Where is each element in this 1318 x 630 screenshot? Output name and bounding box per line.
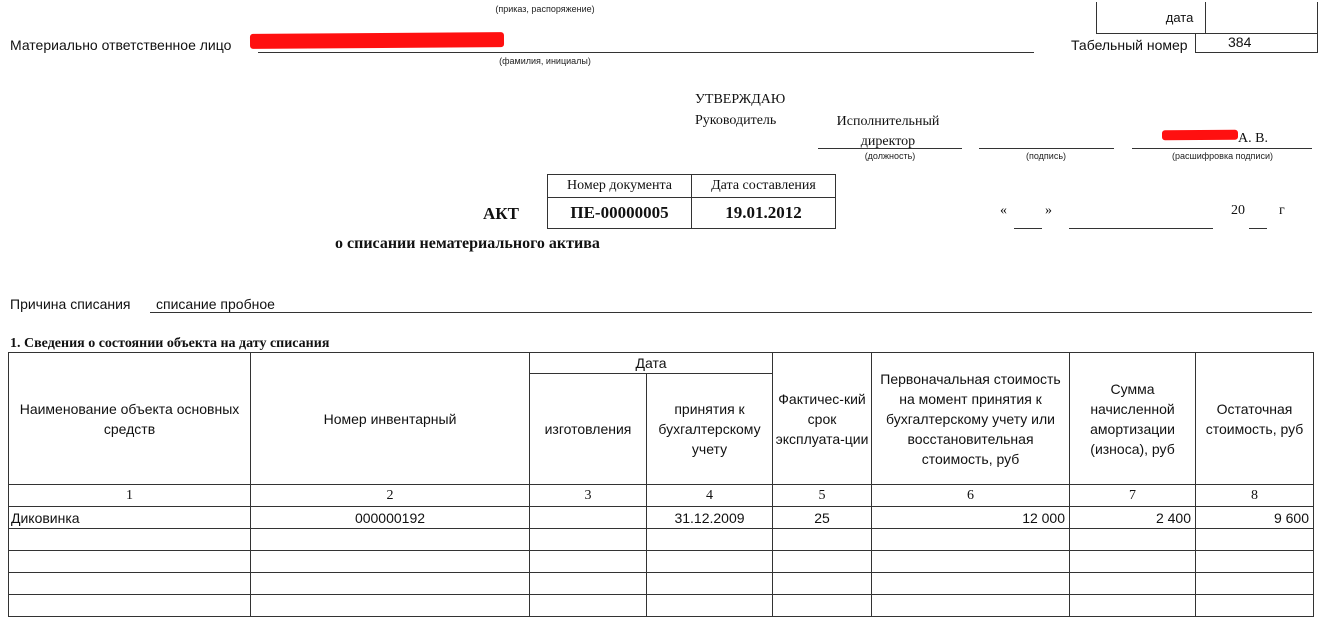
signature-line [979, 148, 1114, 149]
act-title: АКТ [483, 204, 519, 223]
date-box [1096, 2, 1318, 34]
header-residual: Остаточная стоимость, руб [1196, 353, 1314, 485]
header-depreciation: Сумма начисленной амортизации (износа), руб [1070, 353, 1196, 485]
caption-signature: (подпись) [1025, 151, 1067, 161]
cell-residual: 9 600 [1196, 507, 1314, 529]
caption-name: (фамилия, инициалы) [499, 56, 591, 66]
col-number: 7 [1070, 485, 1196, 507]
table-row-empty [9, 573, 1314, 595]
document-box [547, 174, 836, 229]
reason-line [150, 312, 1312, 313]
caption-decoding: (расшифровка подписи) [1172, 151, 1273, 161]
date-year-suffix: г [1279, 203, 1285, 218]
table-row [9, 507, 1314, 529]
caption-position: (должность) [864, 151, 916, 161]
date-year-prefix: 20 [1231, 203, 1245, 218]
header-actual-term: Фактичес-кий срок эксплуата-ции [773, 353, 872, 485]
header-inventory: Номер инвентарный [251, 353, 530, 485]
reason-value: списание пробное [156, 296, 275, 312]
position-line-1: Исполнительный [836, 114, 940, 129]
cell-manufacture [530, 507, 647, 529]
col-number: 3 [530, 485, 647, 507]
col-number: 1 [9, 485, 251, 507]
approve-position [818, 112, 958, 152]
date-month-line [1069, 228, 1213, 229]
cell-initial: 12 000 [872, 507, 1070, 529]
responsible-label: Материально ответственное лицо [10, 37, 232, 53]
col-number: 5 [773, 485, 872, 507]
position-line-2: директор [860, 134, 916, 149]
signer-initials: А. В. [1238, 131, 1268, 146]
table-row-empty [9, 595, 1314, 617]
doc-date-value: 19.01.2012 [692, 198, 836, 229]
position-line [818, 148, 962, 149]
doc-date-header: Дата составления [692, 175, 836, 198]
table-row-empty [9, 551, 1314, 573]
tab-number-label: Табельный номер [1071, 37, 1188, 53]
header-date-group: Дата [530, 353, 773, 374]
assets-table [8, 352, 1314, 617]
cell-term: 25 [773, 507, 872, 529]
col-number: 6 [872, 485, 1070, 507]
doc-number-value: ПЕ-00000005 [548, 198, 692, 229]
approve-head-label: Руководитель [695, 113, 777, 128]
redacted-signer [1162, 130, 1238, 141]
caption-order: (приказ, распоряжение) [495, 4, 595, 14]
date-value [1206, 2, 1318, 33]
col-number: 2 [251, 485, 530, 507]
tab-number-box [1195, 33, 1318, 53]
reason-label: Причина списания [10, 296, 131, 312]
cell-depreciation: 2 400 [1070, 507, 1196, 529]
date-year-line [1249, 228, 1267, 229]
table-row-empty [9, 529, 1314, 551]
decoding-line [1132, 148, 1312, 149]
redacted-name [250, 32, 504, 49]
doc-number-header: Номер документа [548, 175, 692, 198]
section1-title: 1. Сведения о состоянии объекта на дату списания [10, 336, 330, 351]
approve-title: УТВЕРЖДАЮ [695, 92, 786, 107]
col-number: 8 [1196, 485, 1314, 507]
date-day-line [1014, 228, 1042, 229]
date-label: дата [1097, 2, 1206, 33]
header-accepted: принятия к бухгалтерскому учету [647, 374, 773, 485]
col-number: 4 [647, 485, 773, 507]
header-name: Наименование объекта основных средств [9, 353, 251, 485]
date-quote-open: « [1000, 203, 1007, 218]
act-subtitle: о списании нематериального актива [335, 235, 600, 252]
header-manufacture: изготовления [530, 374, 647, 485]
date-quote-close: » [1045, 203, 1052, 218]
cell-name: Диковинка [9, 507, 251, 529]
cell-inventory: 000000192 [251, 507, 530, 529]
header-initial-cost: Первоначальная стоимость на момент принятия к бухгалтерскому учету или восстановительная стоимость, руб [872, 353, 1070, 485]
cell-accepted: 31.12.2009 [647, 507, 773, 529]
tab-number-value: 384 [1196, 33, 1318, 52]
